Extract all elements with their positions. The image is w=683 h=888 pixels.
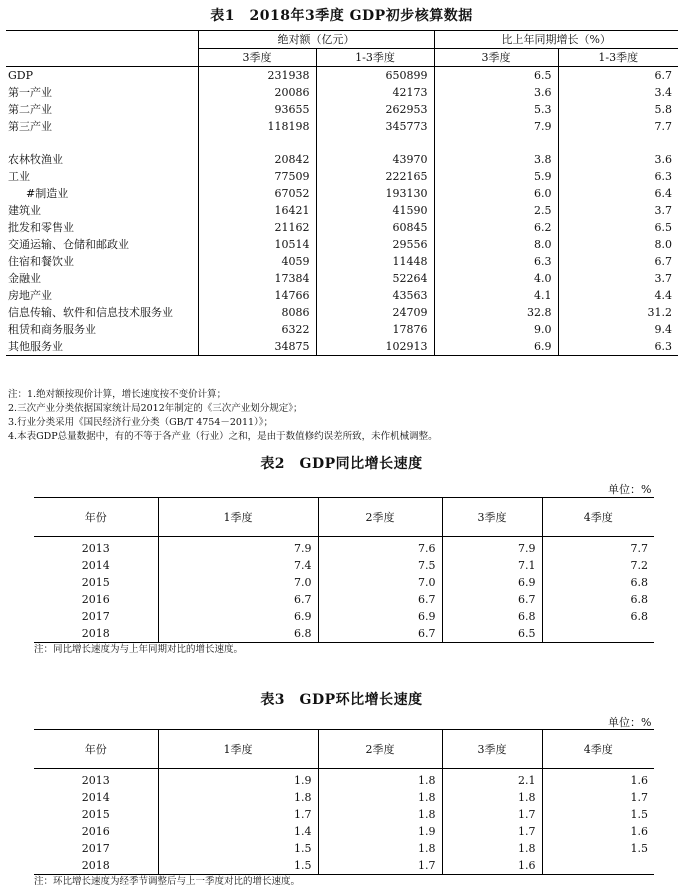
table3-header: 1季度	[158, 730, 318, 769]
table2	[34, 497, 654, 643]
table-cell: 6.4	[654, 187, 673, 200]
table-row	[34, 840, 654, 857]
table-cell: 1.4	[158, 823, 318, 840]
table2-header: 3季度	[442, 498, 542, 537]
table-cell: 6.7	[442, 591, 542, 608]
table-cell: 1.5	[158, 857, 318, 875]
table-cell: 1.7	[630, 791, 648, 804]
table-cell: 9.4	[654, 323, 673, 336]
table2-header: 1季度	[158, 498, 318, 537]
table-cell: 6.9	[158, 608, 318, 625]
table-cell: 650899	[316, 67, 434, 85]
table-cell: 6.8	[630, 576, 648, 589]
table1-title: 表1 2018年3季度 GDP初步核算数据	[210, 8, 473, 24]
table-cell: 6.7	[654, 255, 673, 268]
row-label: 建筑业	[6, 202, 198, 219]
table-row	[34, 608, 654, 625]
table-cell: 1.7	[158, 806, 318, 823]
row-label: 其他服务业	[6, 338, 198, 356]
table-row	[6, 67, 678, 85]
table-cell: 77509	[198, 168, 316, 185]
table-cell: 262953	[316, 101, 434, 118]
table1-header-absolute: 绝对额（亿元）	[198, 31, 434, 49]
year-cell: 2018	[34, 625, 158, 643]
table-cell: 7.4	[158, 557, 318, 574]
table-cell: 4.0	[434, 270, 558, 287]
table-row	[34, 806, 654, 823]
row-label: 批发和零售业	[6, 219, 198, 236]
table-cell: 6.0	[434, 185, 558, 202]
table-cell: 10514	[198, 236, 316, 253]
table-cell: 1.7	[442, 823, 542, 840]
table-cell: 29556	[316, 236, 434, 253]
table-cell: 6.3	[558, 338, 678, 356]
table3-header: 4季度	[542, 730, 654, 769]
table-cell: 6.5	[654, 221, 673, 234]
table3-title: 表3 GDP环比增长速度	[260, 692, 423, 708]
table-cell: 8086	[198, 304, 316, 321]
table-cell: 3.8	[434, 151, 558, 168]
table-cell: 1.6	[630, 774, 648, 787]
table-cell: 17384	[198, 270, 316, 287]
table1-note: 4.本表GDP总量数据中，有的不等于各产业（行业）之和，是由于数值修约误差所致，未作机械调整。	[8, 431, 438, 442]
year-cell: 2014	[34, 789, 158, 806]
table-cell: 1.9	[158, 769, 318, 790]
table-row	[6, 84, 678, 101]
table-row	[6, 321, 678, 338]
table1-corner	[6, 31, 198, 67]
table1-note: 2.三次产业分类依据国家统计局2012年制定的《三次产业划分规定》；	[8, 403, 303, 414]
table-cell: 52264	[316, 270, 434, 287]
table-row	[34, 823, 654, 840]
year-cell: 2014	[34, 557, 158, 574]
table-cell: 6.9	[442, 574, 542, 591]
table-cell: 7.6	[318, 537, 442, 558]
table1-note: 3.行业分类采用《国民经济行业分类（GB/T 4754－2011）》；	[8, 417, 274, 428]
row-label: 金融业	[6, 270, 198, 287]
table-cell: 5.3	[434, 101, 558, 118]
table3-note: 注：环比增长速度为经季节调整后与上一季度对比的增长速度。	[34, 876, 301, 887]
row-label: 第三产业	[6, 118, 198, 135]
row-label: 第一产业	[6, 84, 198, 101]
row-label: 交通运输、仓储和邮政业	[6, 236, 198, 253]
table-cell: 6.7	[318, 591, 442, 608]
table1-subheader: 3季度	[198, 49, 316, 67]
table-cell: 1.5	[630, 808, 648, 821]
table-row	[6, 219, 678, 236]
table-row	[6, 101, 678, 118]
spacer-cell	[558, 135, 678, 151]
table-cell	[542, 625, 654, 643]
table-cell: 20842	[198, 151, 316, 168]
table-cell: 5.8	[654, 103, 673, 116]
row-label: 工业	[6, 168, 198, 185]
year-cell: 2013	[34, 537, 158, 558]
row-label: 信息传输、软件和信息技术服务业	[6, 304, 198, 321]
table-cell	[542, 857, 654, 875]
table-cell: 1.8	[442, 789, 542, 806]
table-cell: 6.7	[158, 591, 318, 608]
table-cell: 7.9	[158, 537, 318, 558]
table-cell: 43970	[316, 151, 434, 168]
table3-header: 3季度	[442, 730, 542, 769]
table-cell: 1.5	[158, 840, 318, 857]
table-cell: 11448	[316, 253, 434, 270]
table-cell: 7.1	[442, 557, 542, 574]
table-cell: 5.9	[434, 168, 558, 185]
table-cell: 8.0	[434, 236, 558, 253]
row-label: 房地产业	[6, 287, 198, 304]
table-row	[6, 202, 678, 219]
table2-header: 2季度	[318, 498, 442, 537]
table-cell: 6.8	[158, 625, 318, 643]
table-cell: 14766	[198, 287, 316, 304]
table2-note: 注：同比增长速度为与上年同期对比的增长速度。	[34, 644, 244, 655]
table-cell: 3.6	[654, 153, 673, 166]
table-cell: 1.8	[442, 840, 542, 857]
table-cell: 20086	[198, 84, 316, 101]
table-cell: 1.8	[318, 806, 442, 823]
table-cell: 8.0	[654, 238, 673, 251]
table-cell: 1.5	[630, 842, 648, 855]
table-cell: 6.7	[318, 625, 442, 643]
table1-subheader: 3季度	[434, 49, 558, 67]
table-row	[6, 185, 678, 202]
table-cell: 21162	[198, 219, 316, 236]
table-cell: 1.6	[630, 825, 648, 838]
spacer-cell	[198, 135, 316, 151]
table-cell: 16421	[198, 202, 316, 219]
table-cell: 118198	[198, 118, 316, 135]
table-cell: 6.5	[442, 625, 542, 643]
table-cell: 102913	[316, 338, 434, 356]
table3-header: 年份	[34, 730, 158, 769]
table-row	[6, 270, 678, 287]
table-row	[34, 537, 654, 558]
table-row	[34, 789, 654, 806]
table-row	[34, 857, 654, 875]
table-cell: 42173	[316, 84, 434, 101]
table2-title: 表2 GDP同比增长速度	[260, 456, 423, 472]
year-cell: 2015	[34, 806, 158, 823]
table-cell: 60845	[316, 219, 434, 236]
spacer-cell	[434, 135, 558, 151]
table-cell: 7.0	[158, 574, 318, 591]
row-label: 第二产业	[6, 101, 198, 118]
table-row	[34, 625, 654, 643]
table-cell: 4.4	[654, 289, 673, 302]
table-cell: 7.9	[434, 118, 558, 135]
table-cell: 7.9	[442, 537, 542, 558]
table2-header: 年份	[34, 498, 158, 537]
table-cell: 6.8	[442, 608, 542, 625]
table-cell: 6.2	[434, 219, 558, 236]
table3	[34, 729, 654, 875]
table-cell: 17876	[316, 321, 434, 338]
table-cell: 1.7	[442, 806, 542, 823]
table-cell: 41590	[316, 202, 434, 219]
row-label: #制造业	[6, 185, 198, 202]
table1-header-growth: 比上年同期增长（%）	[434, 31, 678, 49]
table-row	[6, 304, 678, 321]
table-cell: 6.5	[434, 67, 558, 85]
table-row	[6, 118, 678, 135]
spacer-row	[6, 135, 678, 151]
table-cell: 3.7	[654, 204, 673, 217]
table-cell: 24709	[316, 304, 434, 321]
table-cell: 31.2	[647, 306, 673, 319]
table1	[6, 30, 678, 356]
table-cell: 6322	[198, 321, 316, 338]
table-cell: 193130	[316, 185, 434, 202]
table-cell: 3.4	[654, 86, 673, 99]
table-cell: 4059	[198, 253, 316, 270]
table-cell: 7.7	[654, 120, 673, 133]
table-row	[34, 574, 654, 591]
table-cell: 9.0	[434, 321, 558, 338]
table-cell: 1.8	[318, 789, 442, 806]
table-cell: 1.6	[442, 857, 542, 875]
table-row	[34, 769, 654, 790]
table-cell: 6.7	[654, 69, 673, 82]
table-cell: 32.8	[434, 304, 558, 321]
table-cell: 1.8	[158, 789, 318, 806]
table-cell: 6.8	[630, 593, 648, 606]
row-label: 住宿和餐饮业	[6, 253, 198, 270]
table-cell: 1.8	[318, 840, 442, 857]
table-cell: 1.9	[318, 823, 442, 840]
table-cell: 7.5	[318, 557, 442, 574]
year-cell: 2015	[34, 574, 158, 591]
table-cell: 3.7	[654, 272, 673, 285]
year-cell: 2017	[34, 840, 158, 857]
table-row	[6, 253, 678, 270]
table-cell: 2.5	[434, 202, 558, 219]
table3-header: 2季度	[318, 730, 442, 769]
table1-subheader: 1-3季度	[558, 49, 678, 67]
table-cell: 1.7	[318, 857, 442, 875]
table-cell: 34875	[198, 338, 316, 356]
table-row	[6, 151, 678, 168]
year-cell: 2013	[34, 769, 158, 790]
table-row	[6, 338, 678, 356]
year-cell: 2016	[34, 591, 158, 608]
spacer-cell	[316, 135, 434, 151]
table-cell: 7.2	[630, 559, 648, 572]
table-cell: 222165	[316, 168, 434, 185]
table-cell: 345773	[316, 118, 434, 135]
table-row	[34, 557, 654, 574]
year-cell: 2016	[34, 823, 158, 840]
table-row	[6, 236, 678, 253]
table2-unit: 单位：%	[608, 483, 652, 496]
row-label: 农林牧渔业	[6, 151, 198, 168]
spacer-cell	[6, 135, 198, 151]
table1-note: 注：1.绝对额按现价计算，增长速度按不变价计算；	[8, 389, 227, 400]
year-cell: 2018	[34, 857, 158, 875]
table-row	[34, 591, 654, 608]
table-cell: 6.3	[434, 253, 558, 270]
table-cell: 3.6	[434, 84, 558, 101]
table-cell: 43563	[316, 287, 434, 304]
table-cell: 6.9	[434, 338, 558, 356]
table-cell: 6.9	[318, 608, 442, 625]
table-row	[6, 287, 678, 304]
table-cell: 4.1	[434, 287, 558, 304]
table-cell: 7.7	[630, 542, 648, 555]
row-label: GDP	[6, 67, 198, 85]
table-cell: 6.8	[630, 610, 648, 623]
table1-subheader: 1-3季度	[316, 49, 434, 67]
table-cell: 67052	[198, 185, 316, 202]
year-cell: 2017	[34, 608, 158, 625]
table3-unit: 单位：%	[608, 716, 652, 729]
table-cell: 6.3	[654, 170, 673, 183]
table-cell: 2.1	[442, 769, 542, 790]
table2-header: 4季度	[542, 498, 654, 537]
table-cell: 231938	[198, 67, 316, 85]
row-label: 租赁和商务服务业	[6, 321, 198, 338]
table-cell: 1.8	[318, 769, 442, 790]
table-cell: 93655	[198, 101, 316, 118]
table-cell: 7.0	[318, 574, 442, 591]
table1-notes	[8, 388, 438, 444]
table-row	[6, 168, 678, 185]
